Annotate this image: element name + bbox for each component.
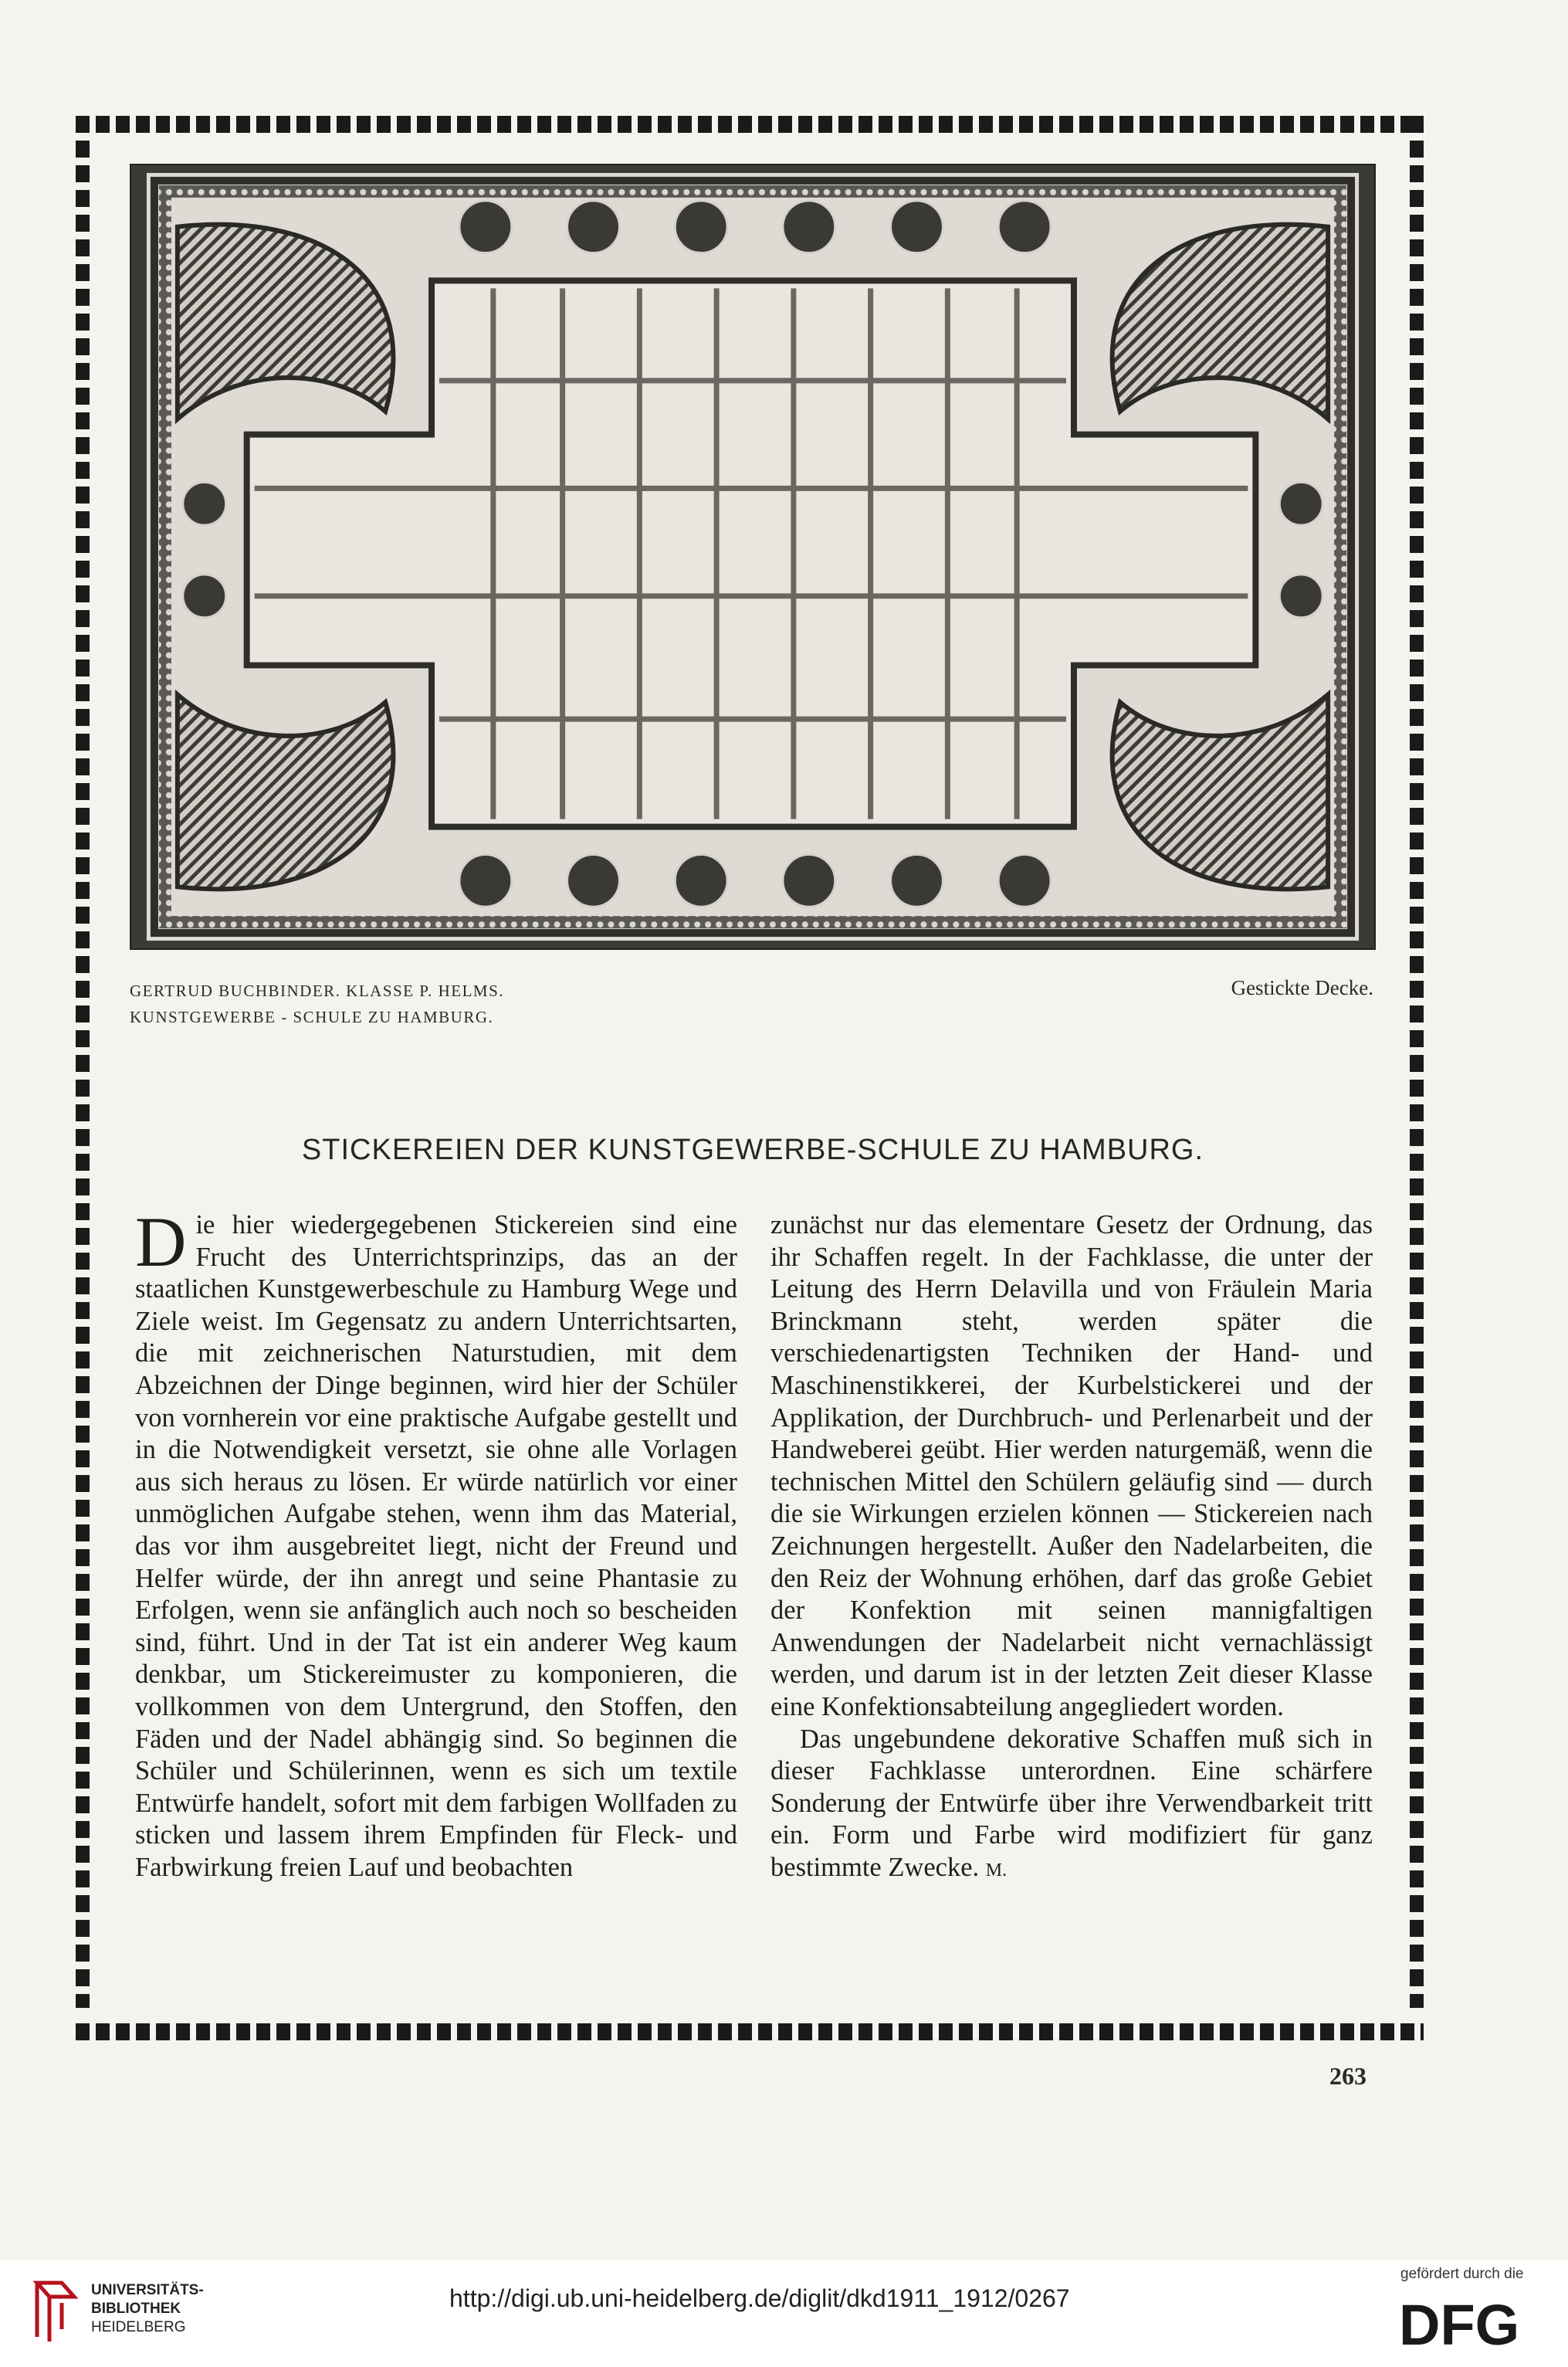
photo-credit-line-1: GERTRUD BUCHBINDER. KLASSE P. HELMS. (130, 982, 505, 1000)
paragraph-text: Das ungebundene dekorative Schaffen muß sich in dieser Fachklasse unterordnen. Eine schärfere Sonderung der Entwürfe über ihre Verwendbarkeit tritt ein. Form und Farbe wird modifiziert für ganz bestimmte Zwecke. (770, 1724, 1373, 1882)
frame-border-bottom (76, 2023, 1424, 2040)
article-title: STICKEREIEN DER KUNSTGEWERBE-SCHULE ZU HAMBURG. (301, 1134, 1204, 1166)
frame-border-top (76, 116, 1424, 133)
photo-caption: Gestickte Decke. (1231, 976, 1373, 999)
dfg-logo-text: DFG (1399, 2297, 1520, 2351)
article-paragraph: zunächst nur das elementare Gesetz der Ordnung, das ihr Schaffen regelt. In der Fachklasse, die unter der Leitung des Herrn Delavilla und von Fräulein Maria Brinckmann steht, werden später die verschiedenartigsten Techniken der Hand- und Maschinenstikkerei, der Kurbelstickerei und der Applikation, der Durchbruch- und Perlenarbeit und der Handweberei geübt. Hier werden naturgemäß, wenn die technischen Mittel den Schülern geläufig sind — durch die sie Wirkungen erzielen können — Stickereien nach Zeichnungen hergestellt. Außer den Nadelarbeiten, die den Reiz der Wohnung erhöhen, darf das große Gebiet der Konfektion mit seinen mannigfaltigen Anwendungen der Nadelarbeit nicht vernachlässigt werden, und darum ist in der letzten Zeit dieser Klasse eine Konfektionsabteilung angegliedert worden. (770, 1210, 1373, 1721)
university-library-logo-icon (31, 2275, 79, 2345)
funded-by-label: gefördert durch die (1400, 2266, 1524, 2282)
library-name-line-2: BIBLIOTHEK (91, 2301, 181, 2317)
library-name-line-1: UNIVERSITÄTS- (91, 2282, 204, 2298)
photo-credit-line-2: KUNSTGEWERBE - SCHULE ZU HAMBURG. (130, 1008, 494, 1026)
article-paragraph (135, 1202, 737, 1884)
embroidered-cover-photo (130, 164, 1376, 950)
article-paragraph (770, 1724, 1373, 1887)
author-signature: M. (985, 1860, 1008, 1880)
digitization-footer (0, 2260, 1568, 2367)
page-number: 263 (1329, 2062, 1366, 2090)
embroidered-cover-illustration (131, 165, 1374, 948)
photo-credit (130, 978, 504, 1030)
drop-cap: D (135, 1202, 187, 1281)
permalink-url[interactable]: http://digi.ub.uni-heidelberg.de/diglit/dkd1911_1912/0267 (449, 2284, 1070, 2312)
library-name (91, 2281, 204, 2337)
dfg-logo-icon (1399, 2297, 1546, 2351)
article-column-right (770, 1209, 1373, 1887)
library-name-line-3: HEIDELBERG (91, 2319, 186, 2335)
frame-border-right (1410, 116, 1424, 2008)
paragraph-text: ie hier wiedergegebenen Stickereien sind eine Frucht des Unterrichtsprinzips, das an der staatlichen Kunstgewerbeschule zu Hamburg Wege und Ziele weist. Im Gegensatz zu andern Unterrichtsarten, die mit zeichnerischen Naturstudien, mit dem Abzeichnen der Dinge beginnen, wird hier der Schüler von vornherein vor eine praktische Aufgabe gestellt und in die Notwendigkeit versetzt, sie ohne alle Vorlagen aus sich heraus zu lösen. Er würde natürlich vor einer unmöglichen Aufgabe stehen, wenn ihm das Material, das vor ihm ausgebreitet liegt, nicht der Freund und Helfer würde, der ihn anregt und seine Phantasie zu Erfolgen, wenn sie anfänglich auch noch so bescheiden sind, führt. Und in der Tat ist ein anderer Weg kaum denkbar, um Stickereimuster zu komponieren, die vollkommen von dem Untergrund, den Stoffen, den Fäden und der Nadel abhängig sind. So beginnen die Schüler und Schülerinnen, wenn es sich um textile Entwürfe handelt, sofort mit dem farbigen Wollfaden zu sticken und lassem ihrem Empfinden für Fleck- und Farbwirkung freien Lauf und beobachten (135, 1210, 737, 1882)
article-column-left (135, 1202, 737, 1884)
frame-border-left (76, 116, 90, 2008)
